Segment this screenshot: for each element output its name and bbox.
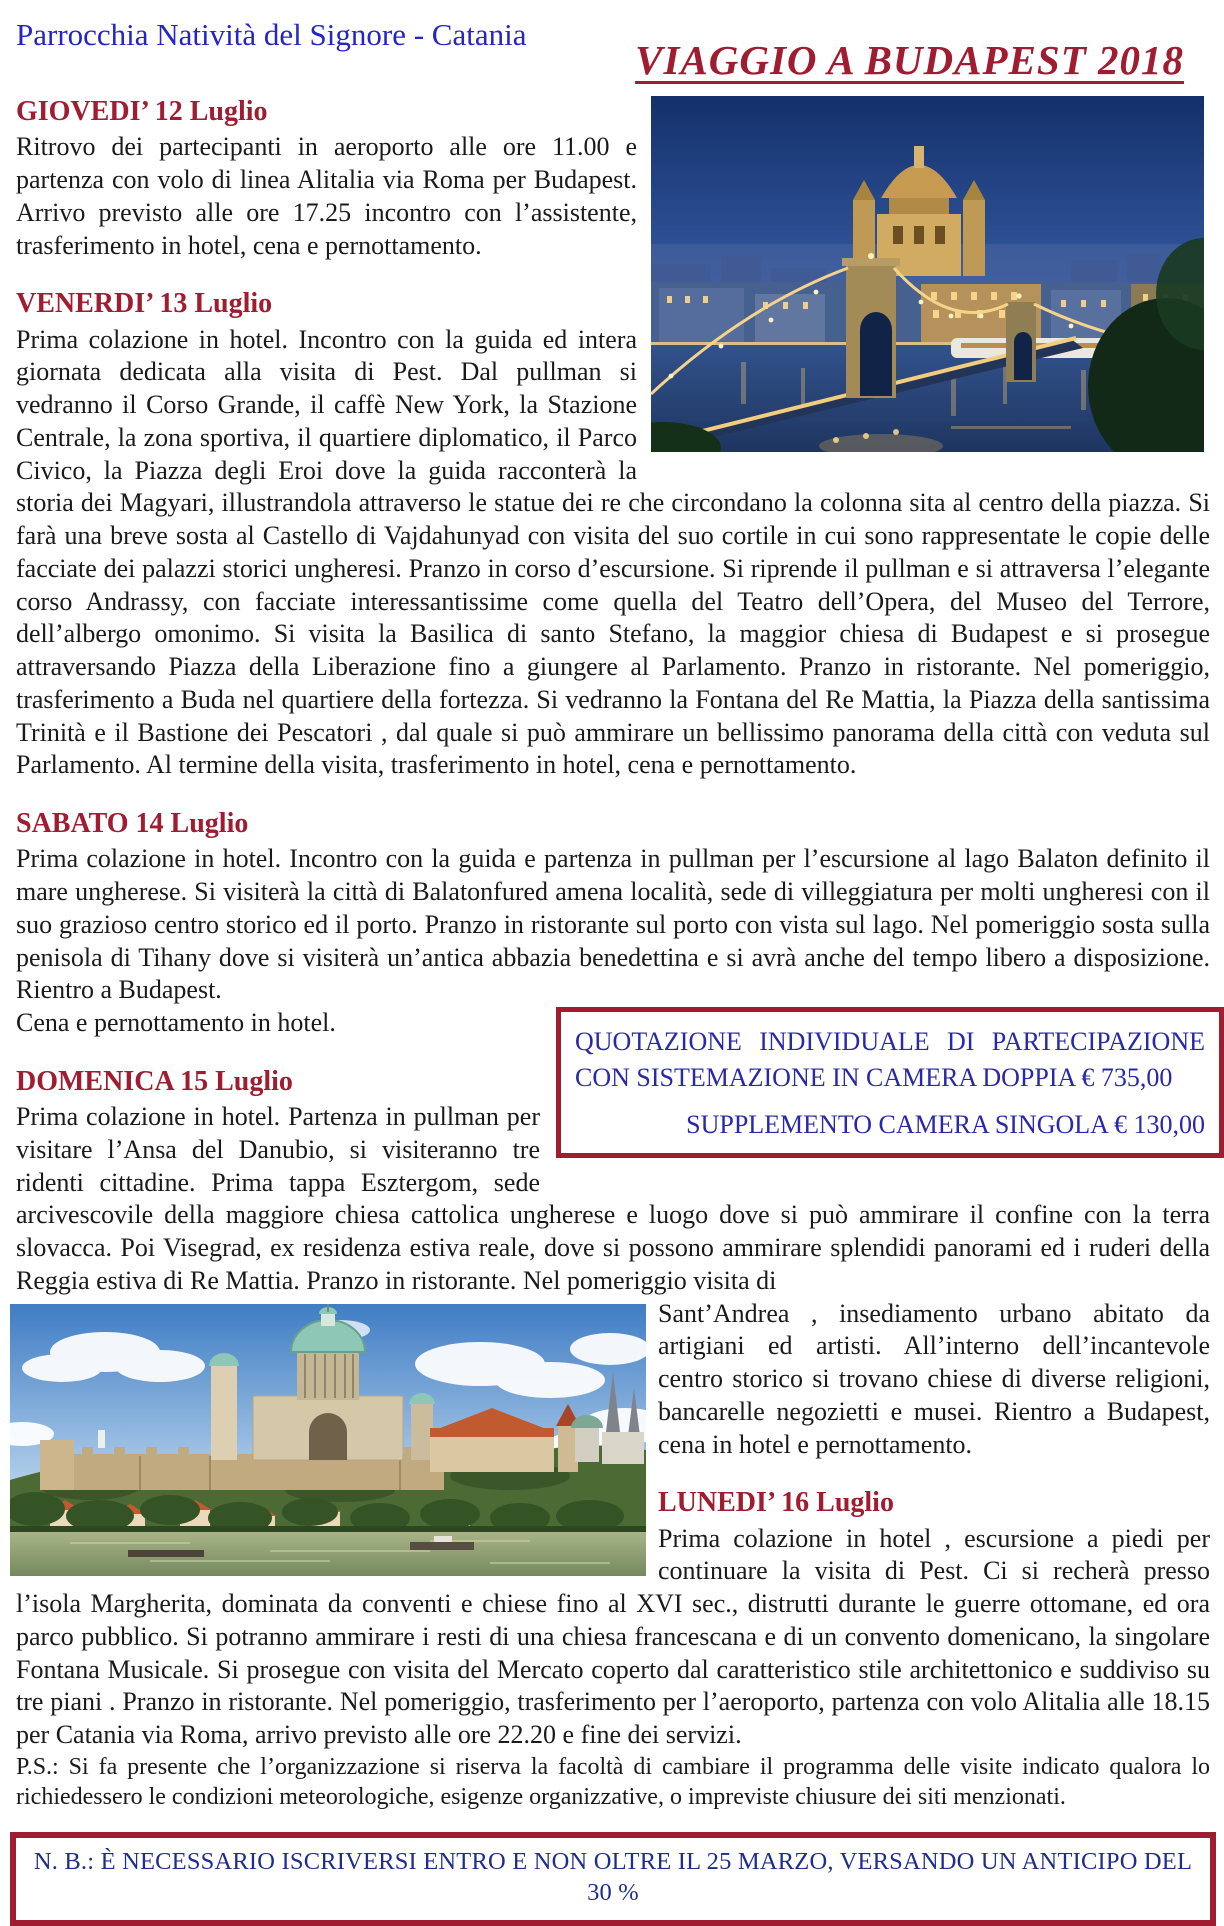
day-heading-domenica: DOMENICA 15 Luglio	[16, 1065, 293, 1097]
quote-single-supplement: SUPPLEMENTO CAMERA SINGOLA € 130,00	[686, 1109, 1205, 1139]
day-body-lunedi: Prima colazione in hotel , escursione a piedi per continuare la visita di Pest. Ci si recherà presso l’isola Margherita, dominata da conventi e chiese fino al XVI sec., distrutti durante le guerre ottomane, ed ora parco pubblico. Si potranno ammirare i resti di una chiesa francescana e di un convento domenicano, la singolare Fontana Musicale. Si prosegue con visita del Mercato coperto dal caratteristico stile architettonico e suddiviso su tre piani . Pranzo in ristorante. Nel pomeriggio, trasferimento per l’aeroporto, partenza con volo Alitalia alle 18.15 per Catania via Roma, arrivo previsto alle ore 22.20 e fine dei servizi.	[16, 1523, 1210, 1750]
trip-title: VIAGGIO A BUDAPEST 2018	[635, 37, 1184, 83]
budapest-photo-illustration	[651, 96, 1204, 452]
itinerary-content	[16, 94, 1210, 1926]
price-quote-box	[556, 1007, 1224, 1158]
day-body-domenica-part2: Sant’Andrea , insediamento urbano abitato da artigiani ed artisti. All’interno dell’incantevole centro storico si trovano chiese di diverse religioni, bancarelle negozietti e musei. Rientro a Budapest, cena in hotel e pernottamento.	[658, 1298, 1210, 1459]
quote-double-room-price: QUOTAZIONE INDIVIDUALE DI PARTECIPAZIONE CON SISTEMAZIONE IN CAMERA DOPPIA € 735,00	[575, 1027, 1205, 1093]
esztergom-basilica-photo	[10, 1304, 646, 1576]
postscript: P.S.: Si fa presente che l’organizzazione si riserva la facoltà di cambiare il programma delle visite indicato qualora lo richiedessero le condizioni meteorologiche, esigenze organizzative, o impreviste chiusure dei siti menzionati.	[16, 1753, 1210, 1811]
day-body-sabato: Prima colazione in hotel. Incontro con la guida e partenza in pullman per l’escursione al lago Balaton definito il mare ungherese. Si visiterà la città di Balatonfured amena località, sede di villeggiatura per molti ungheresi con il suo grazioso centro storico ed il porto. Pranzo in ristorante sul porto con vista sul lago. Nel pomeriggio sosta sulla penisola di Tihany dove si visiterà un’antica abbazia benedettina e si avrà anche del tempo libero a disposizione. Rientro a Budapest.	[16, 844, 1210, 1005]
notice-box	[10, 1832, 1216, 1926]
notice-text: N. B.: È NECESSARIO ISCRIVERSI ENTRO E NON OLTRE IL 25 MARZO, VERSANDO UN ANTICIPO DEL 30 %	[33, 1848, 1193, 1907]
header	[16, 14, 1210, 88]
day-body-giovedi: Ritrovo dei partecipanti in aeroporto alle ore 11.00 e partenza con volo di linea Alitalia via Roma per Budapest. Arrivo previsto alle ore 17.25 incontro con l’assistente, trasferimento in hotel, cena e pernottamento.	[16, 132, 637, 260]
esztergom-photo-illustration	[10, 1304, 646, 1576]
day-heading-giovedi: GIOVEDI’ 12 Luglio	[16, 96, 268, 127]
day-heading-lunedi: LUNEDI’ 16 Luglio	[658, 1487, 894, 1519]
sabato-closing-line: Cena e pernottamento in hotel.	[16, 1008, 336, 1038]
day-body-domenica-part1: Prima colazione in hotel. Partenza in pullman per visitare l’Ansa del Danubio, si visiteranno tre ridenti cittadine. Prima tappa Esztergom, sede arcivescovile della maggiore chiesa cattolica ungherese e luogo dove si può ammirare il confine con la terra slovacca. Poi Visegrad, ex residenza estiva reale, dove si possono ammirare splendidi panorami ed i ruderi della Reggia estiva di Re Mattia. Pranzo in ristorante. Nel pomeriggio visita di	[16, 1102, 1210, 1295]
day-heading-sabato: SABATO 14 Luglio	[16, 808, 249, 840]
parish-name: Parrocchia Natività del Signore - Catania	[16, 17, 527, 52]
budapest-chain-bridge-photo	[651, 96, 1204, 452]
day-heading-venerdi: VENERDI’ 13 Luglio	[16, 288, 273, 320]
day-body-venerdi: Prima colazione in hotel. Incontro con la guida ed intera giornata dedicata alla visita di Pest. Dal pullman si vedranno il Corso Grande, il caffè New York, la Stazione Centrale, la zona sportiva, il quartiere diplomatico, il Parco Civico, la Piazza degli Eroi dove la guida racconterà la storia dei Magyari, illustrandola attraverso le statue dei re che circondano la colonna sita al centro della piazza. Si farà una breve sosta al Castello di Vajdahunyad con visita del suo cortile in cui sono rappresentate le copie delle facciate dei palazzi storici ungheresi. Pranzo in corso d’escursione. Si riprende il pullman e si attraversa l’elegante corso Andrassy, con facciate interessantissime come quella del Teatro dell’Opera, del Museo del Terrore, dell’albergo omonimo. Si visita la Basilica di santo Stefano, la maggior chiesa di Budapest e si prosegue attraversando Piazza della Liberazione fino a giungere al Parlamento. Pranzo in ristorante. Nel pomeriggio, trasferimento a Buda nel quartiere della fortezza. Si vedranno la Fontana del Re Mattia, la Piazza della santissima Trinità e il Bastione dei Pescatori , dal quale si può ammirare un bellissimo panorama della città con veduta sul Parlamento. Al termine della visita, trasferimento in hotel, cena e pernottamento.	[16, 324, 1210, 780]
